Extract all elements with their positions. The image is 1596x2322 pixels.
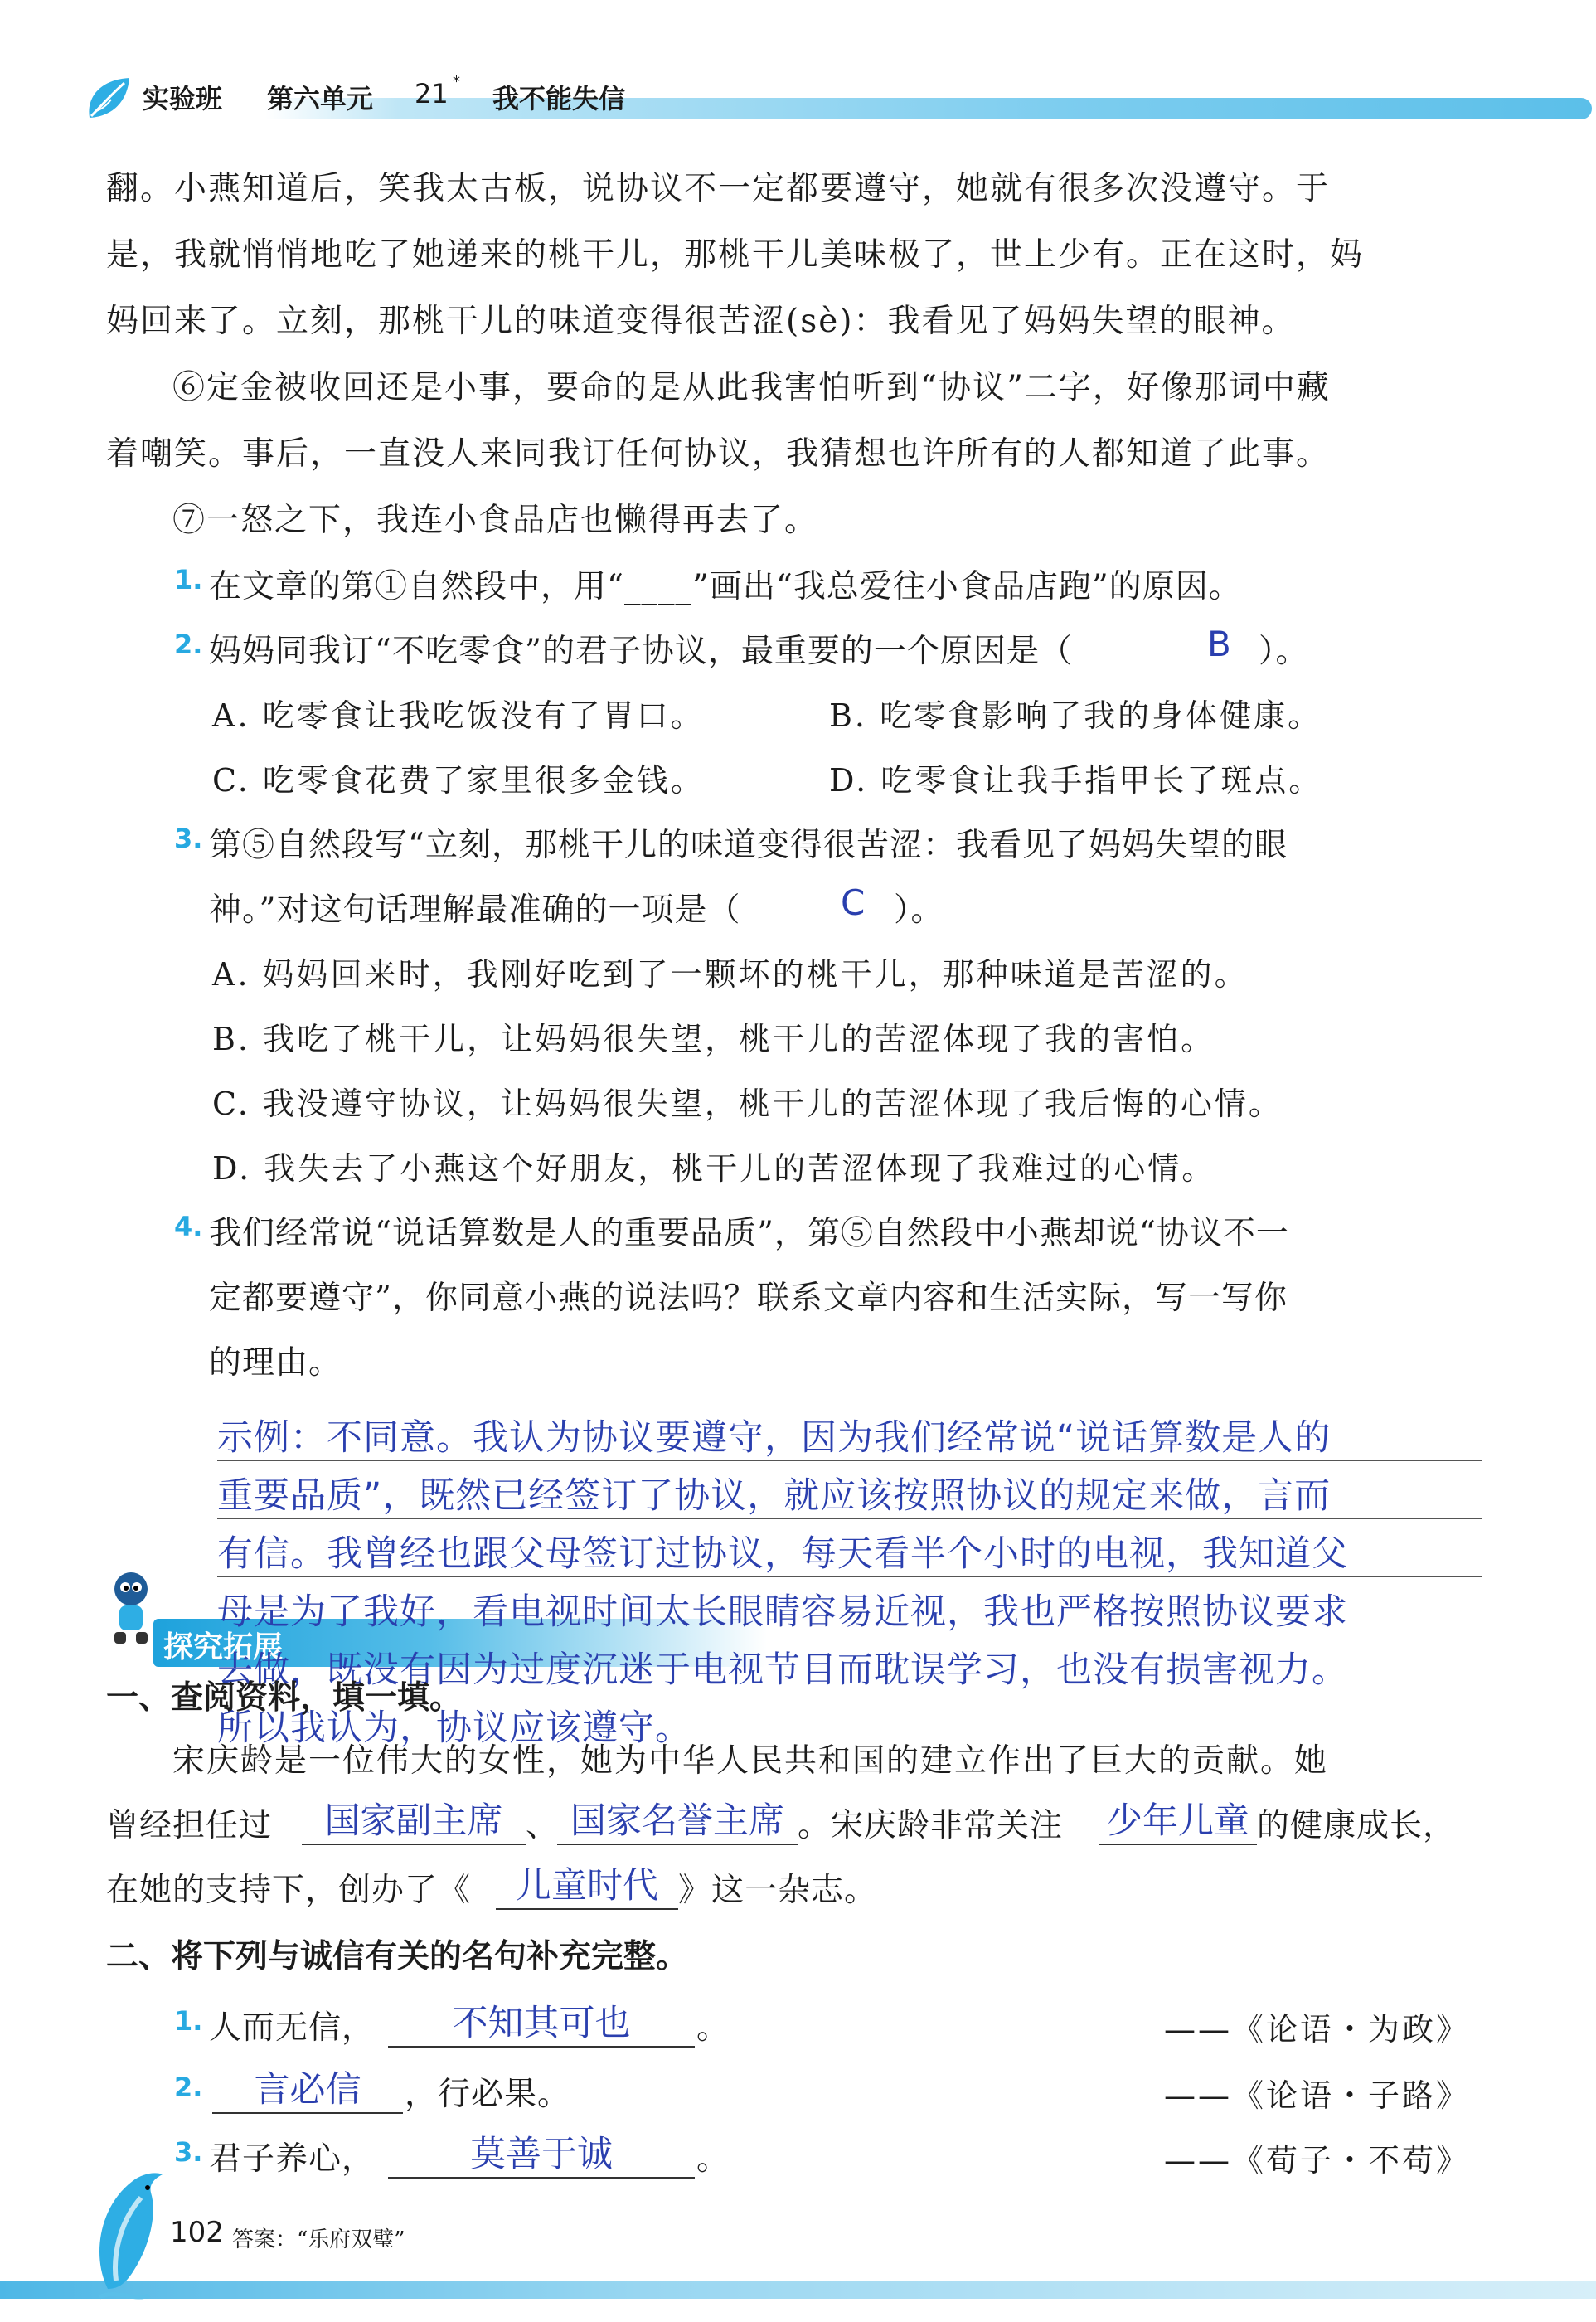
leaf-logo-icon [83, 73, 134, 124]
quote-source: ——《论语・为政》 [1164, 2011, 1471, 2048]
question-number: 3. [174, 823, 203, 854]
quote-text: 君子养心， [209, 2140, 376, 2178]
section-title: 一、查阅资料，填一填。 [106, 1679, 463, 1717]
section-text: 。宋庆龄非常关注 [798, 1807, 1064, 1844]
page-header [83, 73, 1492, 123]
answer-choice: C [841, 882, 866, 923]
item-number: 1. [174, 2005, 203, 2037]
section-text: 曾经担任过 [106, 1807, 273, 1844]
question-text: 神。”对这句话理解最准确的一项是（ [209, 891, 741, 929]
quote-source: ——《论语・子路》 [1164, 2077, 1471, 2114]
option-d: D. 我失去了小燕这个好朋友，桃干儿的苦涩体现了我难过的心情。 [212, 1150, 1216, 1187]
question-text: 定都要遵守”，你同意小燕的说法吗？联系文章内容和生活实际，写一写你 [209, 1280, 1288, 1317]
fill-blank: 不知其可也 [388, 1995, 695, 2048]
section-text: 宋庆龄是一位伟大的女性，她为中华人民共和国的建立作出了巨大的贡献。她 [172, 1742, 1329, 1780]
header-band [265, 98, 1592, 119]
question-number: 1. [174, 564, 203, 595]
option-a: A. 吃零食让我吃饭没有了胃口。 [212, 697, 705, 734]
section-text: 的健康成长， [1257, 1807, 1457, 1844]
item-number: 3. [174, 2136, 203, 2168]
banner-title: 探究拓展 [163, 1630, 284, 1664]
option-d: D. 吃零食让我手指甲长了斑点。 [829, 762, 1323, 799]
fill-blank: 儿童时代 [496, 1858, 678, 1910]
option-c: C. 我没遵守协议，让妈妈很失望，桃干儿的苦涩体现了我后悔的心情。 [212, 1086, 1283, 1122]
footer-band [0, 2281, 1596, 2299]
passage-line: ⑥定金被收回还是小事，要命的是从此我害怕听到“协议”二字，好像那词中藏 [172, 369, 1331, 406]
section-text: 、 [526, 1807, 560, 1844]
fill-blank: 国家名誉主席 [557, 1793, 798, 1845]
quote-text: 人而无信， [209, 2009, 376, 2047]
dolphin-icon [83, 2164, 178, 2305]
section-title: 二、将下列与诚信有关的名句补充完整。 [106, 1938, 689, 1975]
passage-line: 着嘲笑。事后，一直没人来同我订任何协议，我猜想也许所有的人都知道了此事。 [106, 435, 1331, 473]
lesson-mark: * [453, 73, 460, 90]
fill-blank: 国家副主席 [302, 1793, 526, 1845]
quote-text: ，行必果。 [405, 2076, 571, 2113]
question-text: ）。 [1259, 633, 1309, 670]
question-text: 妈妈同我订“不吃零食”的君子协议，最重要的一个原因是（ [209, 633, 1073, 670]
example-answer-line: 母是为了我好，看电视时间太长眼睛容易近视，我也严格按照协议要求 [217, 1591, 1348, 1633]
section-text: 在她的支持下，创办了《 [106, 1872, 472, 1909]
answer-footnote: 答案：“乐府双璧” [232, 2227, 405, 2252]
question-number: 2. [174, 629, 203, 660]
question-number: 4. [174, 1211, 203, 1242]
passage-line: 妈回来了。立刻，那桃干儿的味道变得很苦涩(sè)：我看见了妈妈失望的眼神。 [106, 303, 1296, 340]
question-text: 我们经常说“说话算数是人的重要品质”，第⑤自然段中小燕却说“协议不一 [209, 1215, 1289, 1252]
passage-line: 是，我就悄悄地吃了她递来的桃干儿，那桃干儿美味极了，世上少有。正在这时，妈 [106, 236, 1365, 274]
item-number: 2. [174, 2072, 203, 2103]
section-text: 》这一杂志。 [678, 1872, 878, 1909]
page-number: 102 [170, 2216, 224, 2249]
question-text: 第⑤自然段写“立刻，那桃干儿的味道变得很苦涩：我看见了妈妈失望的眼 [209, 827, 1288, 864]
example-answer-line: 示例：不同意。我认为协议要遵守，因为我们经常说“说话算数是人的 [217, 1417, 1332, 1459]
answer-choice: B [1207, 624, 1231, 664]
example-answer-line: 有信。我曾经也跟父母签订过协议，每天看半个小时的电视，我知道父 [217, 1533, 1348, 1575]
passage-line: 翻。小燕知道后，笑我太古板，说协议不一定都要遵守，她就有很多次没遵守。于 [106, 170, 1331, 207]
question-text: ）。 [894, 891, 944, 929]
question-text: 的理由。 [209, 1344, 342, 1382]
passage-line: ⑦一怒之下，我连小食品店也懒得再去了。 [172, 502, 819, 539]
lesson-number: 21 [415, 78, 449, 109]
lesson-title: 我不能失信 [492, 83, 626, 114]
quote-text: 。 [696, 2140, 730, 2178]
fill-blank: 少年儿童 [1099, 1793, 1257, 1845]
example-answer-line: 去做，既没有因为过度沉迷于电视节目而耽误学习，也没有损害视力。 [217, 1649, 1348, 1691]
option-b: B. 吃零食影响了我的身体健康。 [829, 697, 1322, 734]
fill-blank: 莫善于诚 [388, 2126, 695, 2179]
quote-source: ——《荀子・不苟》 [1164, 2142, 1471, 2179]
option-a: A. 妈妈回来时，我刚好吃到了一颗坏的桃干儿，那种味道是苦涩的。 [212, 956, 1249, 993]
example-answer-line: 重要品质”，既然已经签订了协议，就应该按照协议的规定来做，言而 [217, 1475, 1332, 1517]
example-answer-line: 所以我认为，协议应该遵守。 [217, 1707, 691, 1749]
fill-blank: 言必信 [212, 2062, 403, 2114]
quote-text: 。 [696, 2009, 730, 2047]
option-c: C. 吃零食花费了家里很多金钱。 [212, 762, 705, 799]
unit-name: 第六单元 [267, 83, 374, 114]
series-name: 实验班 [143, 83, 223, 114]
option-b: B. 我吃了桃干儿，让妈妈很失望，桃干儿的苦涩体现了我的害怕。 [212, 1021, 1215, 1057]
question-text: 在文章的第①自然段中，用“____”画出“我总爱往小食品店跑”的原因。 [209, 568, 1242, 605]
